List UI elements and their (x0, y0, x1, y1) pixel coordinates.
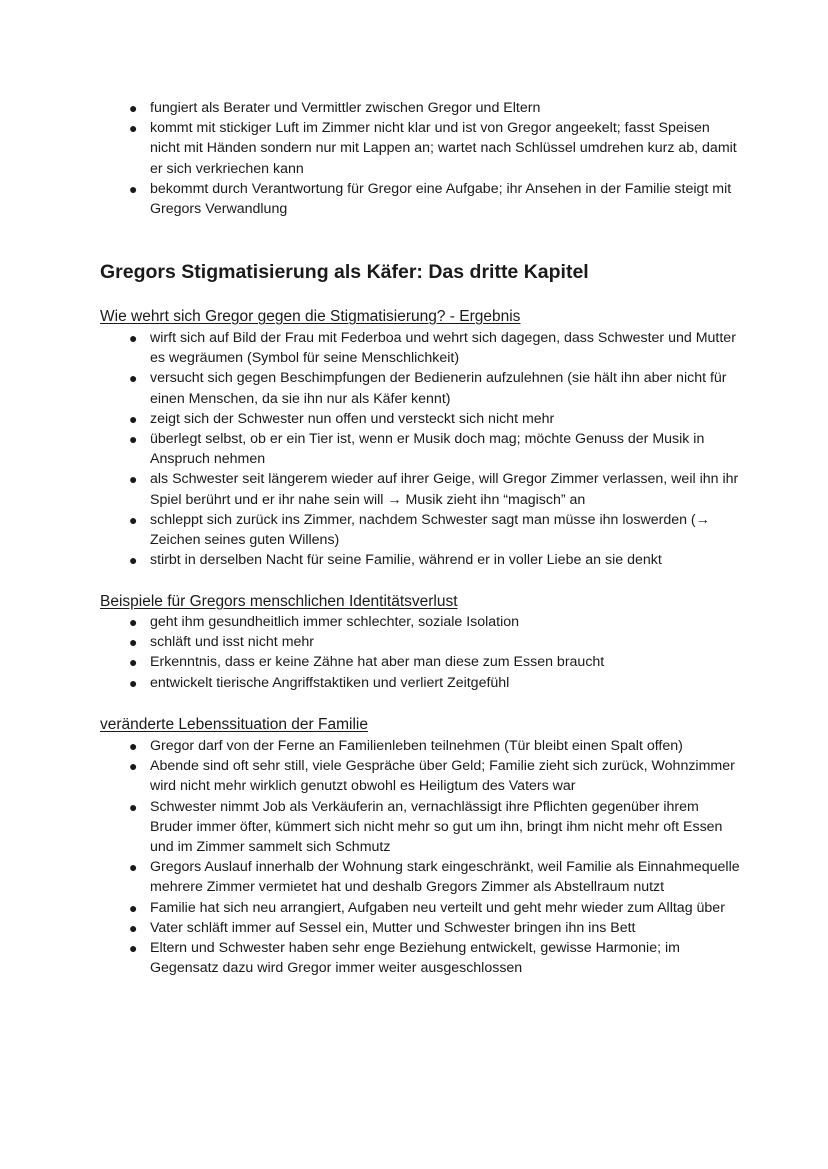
list-item (100, 179, 740, 219)
list-item (100, 736, 740, 756)
list-item-text: Eltern und Schwester haben sehr enge Beziehung entwickelt, gewisse Harmonie; im Gegensatz dazu wird Gregor immer weiter ausgeschlossen (150, 940, 680, 977)
bullet-icon: ● (129, 919, 138, 936)
list-item-text: Vater schläft immer auf Sessel ein, Mutter und Schwester bringen ihn ins Bett (150, 919, 636, 936)
bullet-icon: ● (129, 120, 138, 137)
bullet-icon: ● (129, 431, 138, 448)
list-item (100, 918, 740, 938)
list-item (100, 98, 740, 118)
bullet-icon: ● (129, 738, 138, 754)
list-item (100, 938, 740, 978)
list-item (100, 469, 740, 509)
list-item-text: Schwester nimmt Job als Verkäuferin an, vernachlässigt ihre Pflichten gegenüber ihrem Bruder immer öfter, kümmert sich nicht mehr so gut um ihn, bringt ihm nicht mehr oft Essen und im Zimmer sammelt sich Schmutz (150, 798, 723, 856)
bullet-icon: ● (129, 471, 138, 488)
chapter-heading: Gregors Stigmatisierung als Käfer: Das dritte Kapitel (100, 261, 589, 283)
bullet-icon: ● (129, 798, 138, 815)
resistance-bullet-list (100, 328, 740, 570)
bullet-icon: ● (129, 511, 138, 528)
bullet-icon: ● (129, 758, 138, 775)
list-item (100, 409, 740, 429)
list-item (100, 756, 740, 796)
list-item-text: Gregor darf von der Ferne an Familienleben teilnehmen (Tür bleibt einen Spalt offen) (150, 738, 683, 754)
bullet-icon: ● (129, 330, 138, 346)
bullet-icon: ● (129, 100, 138, 116)
section-title-family-situation: veränderte Lebenssituation der Familie (100, 716, 368, 733)
list-item (100, 797, 740, 858)
list-item (100, 510, 740, 550)
list-item (100, 673, 740, 693)
list-item (100, 368, 740, 408)
bullet-icon: ● (129, 410, 138, 427)
bullet-icon: ● (129, 180, 138, 197)
list-item-text: Familie hat sich neu arrangiert, Aufgaben neu verteilt und geht mehr wieder zum Alltag über (150, 899, 725, 916)
bullet-icon: ● (129, 614, 138, 630)
list-item-text: entwickelt tierische Angriffstaktiken und verliert Zeitgefühl (150, 674, 510, 691)
list-item-text: wirft sich auf Bild der Frau mit Federboa und wehrt sich dagegen, dass Schwester und Mutter es wegräumen (Symbol für seine Menschlichkeit) (150, 330, 736, 367)
list-item-text: kommt mit stickiger Luft im Zimmer nicht klar und ist von Gregor angeekelt; fasst Speisen nicht mit Händen sondern nur mit Lappen an; wartet nach Schlüssel umdrehen kurz ab, damit er sich verkriechen kann (150, 120, 737, 177)
bullet-icon: ● (129, 552, 138, 569)
bullet-icon: ● (129, 370, 138, 387)
bullet-icon: ● (129, 654, 138, 671)
intro-bullet-list (100, 98, 740, 219)
list-item-text: stirbt in derselben Nacht für seine Familie, während er in voller Liebe an sie denkt (150, 552, 662, 569)
list-item-text: Abende sind oft sehr still, viele Gespräche über Geld; Familie zieht sich zurück, Wohnzimmer wird nicht mehr wirklich genutzt obwohl es Heiligtum des Vaters war (150, 758, 735, 795)
list-item-text: geht ihm gesundheitlich immer schlechter, soziale Isolation (150, 614, 520, 630)
list-item-text: Gregors Auslauf innerhalb der Wohnung stark eingeschränkt, weil Familie als Einnahmequelle mehrere Zimmer vermietet hat und deshalb Gregors Zimmer als Abstellraum nutzt (150, 859, 740, 896)
list-item-text: schleppt sich zurück ins Zimmer, nachdem Schwester sagt man müsse ihn loswerden (→ Zeichen seines guten Willens) (150, 511, 710, 549)
identity-loss-bullet-list (100, 612, 740, 693)
list-item-text: schläft und isst nicht mehr (150, 634, 315, 651)
list-item-text: zeigt sich der Schwester nun offen und versteckt sich nicht mehr (150, 410, 555, 427)
list-item (100, 328, 740, 368)
bullet-icon: ● (129, 859, 138, 876)
list-item (100, 550, 740, 570)
list-item (100, 612, 740, 632)
list-item-text: Erkenntnis, dass er keine Zähne hat aber man diese zum Essen braucht (150, 654, 605, 671)
list-item (100, 857, 740, 897)
family-situation-bullet-list (100, 736, 740, 978)
section-title-resistance: Wie wehrt sich Gregor gegen die Stigmatisierung? - Ergebnis (100, 308, 521, 325)
list-item-text: versucht sich gegen Beschimpfungen der Bedienerin aufzulehnen (sie hält ihn aber nicht für einen Menschen, da sie ihn nur als Käfer kennt) (150, 370, 727, 407)
list-item (100, 652, 740, 672)
list-item-text: als Schwester seit längerem wieder auf ihrer Geige, will Gregor Zimmer verlassen, weil ihn ihr Spiel berührt und er ihr nahe sein will → Musik zieht ihn “magisch” an (150, 471, 739, 508)
bullet-icon: ● (129, 899, 138, 916)
list-item-text: fungiert als Berater und Vermittler zwischen Gregor und Eltern (150, 100, 541, 116)
list-item (100, 898, 740, 918)
list-item-text: bekommt durch Verantwortung für Gregor eine Aufgabe; ihr Ansehen in der Familie steigt mit Gregors Verwandlung (150, 180, 732, 218)
bullet-icon: ● (129, 940, 138, 957)
list-item (100, 118, 740, 179)
list-item (100, 429, 740, 469)
bullet-icon: ● (129, 634, 138, 651)
list-item-text: überlegt selbst, ob er ein Tier ist, wenn er Musik doch mag; möchte Genuss der Musik in Anspruch nehmen (150, 431, 705, 468)
list-item (100, 632, 740, 652)
section-title-identity-loss: Beispiele für Gregors menschlichen Identitätsverlust (100, 593, 458, 610)
bullet-icon: ● (129, 674, 138, 691)
